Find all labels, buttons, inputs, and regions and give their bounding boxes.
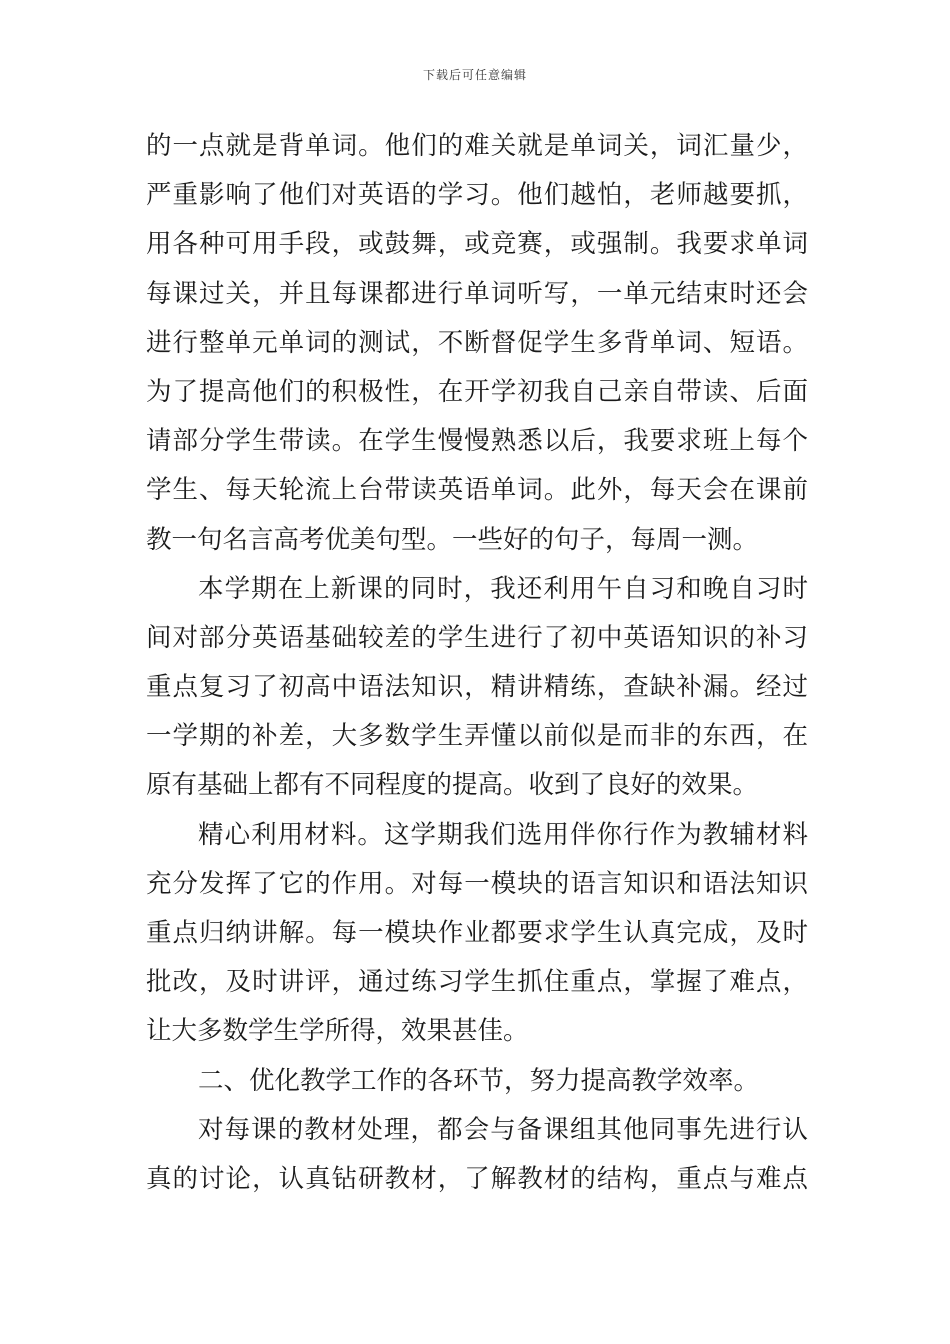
text-line: 充分发挥了它的作用。对每一模块的语言知识和语法知识	[146, 868, 808, 899]
text-line: 批改，及时讲评，通过练习学生抓住重点，掌握了难点，	[146, 967, 808, 998]
body-text	[146, 122, 808, 1204]
text-line: 真的讨论，认真钻研教材，了解教材的结构，重点与难点	[146, 1163, 808, 1194]
paragraph-start-line: 精心利用材料。这学期我们选用伴你行作为教辅材料	[198, 819, 808, 850]
text-line: 严重影响了他们对英语的学习。他们越怕，老师越要抓，	[146, 180, 808, 211]
paragraph-start-line: 对每课的教材处理，都会与备课组其他同事先进行认	[198, 1114, 808, 1145]
text-line: 让大多数学生学所得，效果甚佳。	[146, 1016, 529, 1047]
text-line: 用各种可用手段，或鼓舞，或竞赛，或强制。我要求单词	[146, 229, 808, 260]
text-line: 重点复习了初高中语法知识，精讲精练，查缺补漏。经过	[146, 672, 808, 703]
text-line: 每课过关，并且每课都进行单词听写，一单元结束时还会	[146, 278, 808, 309]
text-line: 的一点就是背单词。他们的难关就是单词关，词汇量少，	[146, 131, 808, 161]
text-line: 间对部分英语基础较差的学生进行了初中英语知识的补习	[146, 622, 808, 653]
text-line: 请部分学生带读。在学生慢慢熟悉以后，我要求班上每个	[146, 426, 808, 457]
text-line: 教一句名言高考优美句型。一些好的句子，每周一测。	[146, 524, 759, 555]
text-line: 原有基础上都有不同程度的提高。收到了良好的效果。	[146, 770, 759, 801]
header-note: 下载后可任意编辑	[422, 68, 527, 82]
section-heading-line: 二、优化教学工作的各环节，努力提高教学效率。	[198, 1065, 760, 1096]
text-line: 进行整单元单词的测试，不断督促学生多背单词、短语。	[146, 327, 808, 358]
text-line: 重点归纳讲解。每一模块作业都要求学生认真完成，及时	[146, 918, 808, 948]
text-line: 为了提高他们的积极性，在开学初我自己亲自带读、后面	[146, 376, 808, 407]
paragraph-start-line: 本学期在上新课的同时，我还利用午自习和晚自习时	[198, 573, 808, 604]
text-line: 学生、每天轮流上台带读英语单词。此外，每天会在课前	[146, 475, 808, 506]
text-line: 一学期的补差，大多数学生弄懂以前似是而非的东西，在	[146, 721, 808, 752]
